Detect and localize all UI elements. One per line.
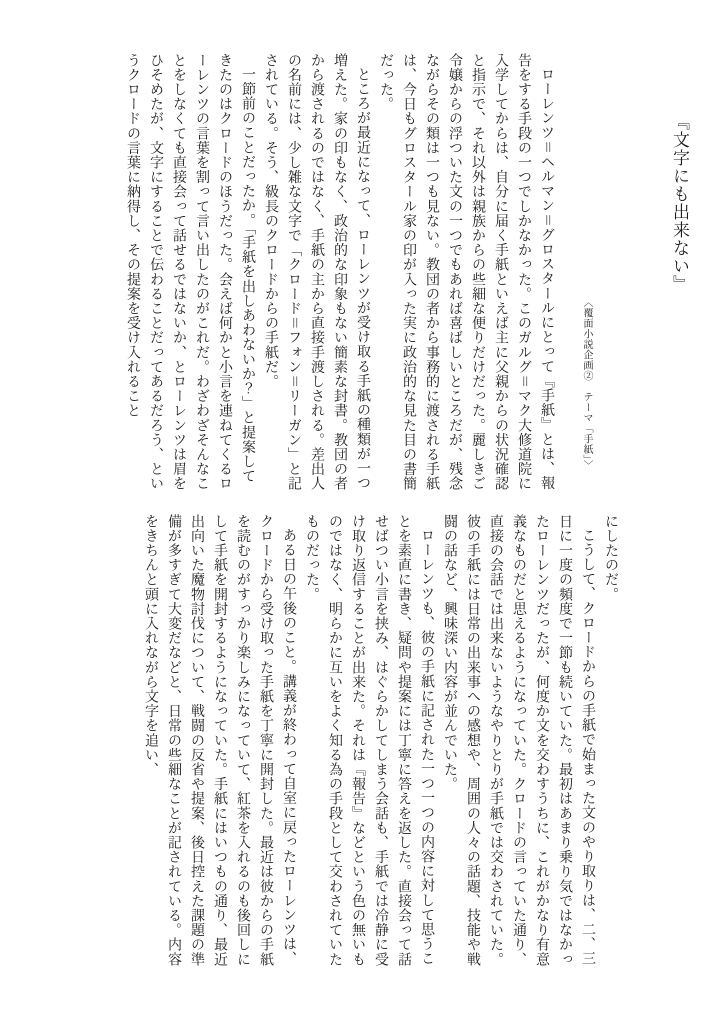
top-text-block: [121, 53, 692, 495]
document-title: 『文字にも出来ない』: [670, 113, 689, 293]
paragraph: ところが最近になって、ローレンツが受け取る手紙の種類が一つ増えた。家の印もなく、政治的な印象もない簡素な封書。教団の者から渡されるのではなく、手紙の主から直接手渡しされる。差出人の名前には、少し雑な文字で「クロード＝フォン＝リーガン」と記されている。そう、級長のクロードからの手紙だ。: [263, 53, 370, 491]
paragraph: 一節前のことだったか。「手紙を出しあわないか？」と提案してきたのはクロードのほうだった。会えば何かと小言を連ねてくるローレンツの言葉を割って言い出したのがこれだ。わざわざそんなことをしなくても直接会って話せるではないか、とローレンツは眉をひそめたが、文字にすることで伝わることだってあるだろう、というクロードの言葉に納得し、その提案を受け入れること: [125, 53, 255, 491]
paragraph: ローレンツも、彼の手紙に記された一つ一つの内容に対して思うことを素直に書き、疑問や提案には丁寧に答えを返した。直接会って話せばつい小言を挟み、はぐらかしてしまう会話も、手紙では冷静に受け取り返信することが出来た。それは『報告』などという色の無いものではなく、明らかに互いをよく知る為の手段として交わされていたものだった。: [304, 514, 434, 967]
paragraph: にしたのだ。: [603, 514, 618, 602]
paragraph: ある日の午後のこと。講義が終わって自室に戻ったローレンツは、クロードから受け取った手紙を丁寧に開封した。最近は彼からの手紙を読むのがすっかり楽しみになっていて、紅茶を入れるのも後回しにして手紙を開封するようになっていた。手紙にはいつもの通り、最近出向いた魔物討伐について、戦闘の反省や提案、後日控えた課題の準備が多すぎて大変だなどと、日常の些細なことが記されている。内容をきちんと頭に入れながら文字を追い、: [143, 514, 296, 967]
bottom-text-block: [139, 514, 622, 970]
paragraph: こうして、クロードからの手紙で始まった文のやり取りは、二、三日に一度の頻度で一節も続いていた。最初はあまり乗り気ではなかったローレンツだったが、何度か文を交わすうちに、これがかなり有意義なものだと思えるようになっていた。クロードの言っていた通り、直接の会話では出来ないようなやりとりが手紙では交わされていた。彼の手紙には日常の出来事への感想や、周囲の人々の話題、技能や戦闘の話など、興味深い内容が並んでいた。: [442, 514, 595, 967]
paragraph: ローレンツ＝ヘルマン＝グロスタールにとって『手紙』とは、報告をする手段の一つでしかなかった。このガルグ＝マク大修道院に入学してからは、自分に届く手紙といえば主に父親からの状況確認と指示で、それ以外は親族からの些細な便りだけだった。麗しきご令嬢からの浮ついた文の一つでもあれば喜ばしいところだが、残念ながらその類は一つも見ない。教団の者から事務的に渡される手紙は、今日もグロスタール家の印が入った実に政治的な見た目の書簡だった。: [378, 53, 554, 491]
document-subtitle: 〈覆面小説企画② テーマ「手紙」〉: [581, 297, 592, 471]
